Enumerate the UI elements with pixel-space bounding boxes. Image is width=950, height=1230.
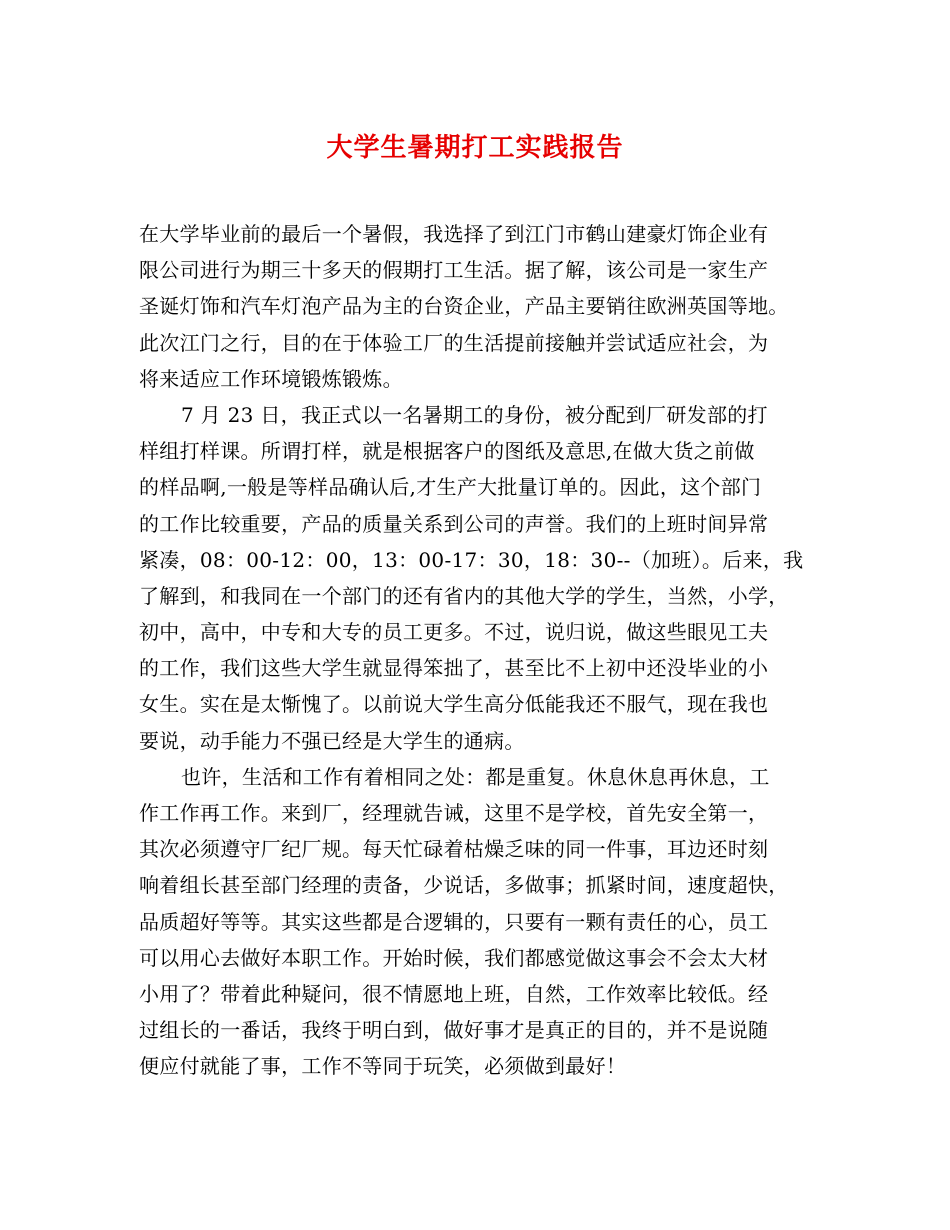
text-line: 可以用心去做好本职工作。开始时候，我们都感觉做这事会不会太大材: [139, 945, 769, 970]
paragraph-2: [139, 397, 829, 759]
text-line: 了解到，和我同在一个部门的还有省内的其他大学的学生，当然，小学，: [139, 583, 789, 608]
document-body: [139, 216, 829, 1085]
document-title: 大学生暑期打工实践报告: [326, 133, 624, 163]
text-line: 样组打样课。所谓打样，就是根据客户的图纸及意思,在做大货之前做: [139, 439, 755, 464]
text-line: 便应付就能了事，工作不等同于玩笑，必须做到最好！: [139, 1054, 627, 1079]
text-line: 要说，动手能力不强已经是大学生的通病。: [139, 728, 525, 753]
text-line: 的工作比较重要，产品的质量关系到公司的声誉。我们的上班时间异常: [139, 511, 769, 536]
text-line: 初中，高中，中专和大专的员工更多。不过，说归说，做这些眼见工夫: [139, 620, 769, 645]
text-line: 的工作，我们这些大学生就显得笨拙了，甚至比不上初中还没毕业的小: [139, 656, 769, 681]
text-line: 小用了？带着此种疑问，很不情愿地上班，自然，工作效率比较低。经: [139, 981, 769, 1006]
text-line: 此次江门之行，目的在于体验工厂的生活提前接触并尝试适应社会，为: [139, 330, 769, 355]
paragraph-1: [139, 216, 829, 397]
text-line: 将来适应工作环境锻炼锻炼。: [139, 366, 403, 391]
text-line: 限公司进行为期三十多天的假期打工生活。据了解，该公司是一家生产: [139, 258, 769, 283]
text-line: 圣诞灯饰和汽车灯泡产品为主的台资企业，产品主要销往欧洲英国等地。: [139, 294, 789, 319]
text-line: 也许，生活和工作有着相同之处：都是重复。休息休息再休息，工: [181, 764, 770, 789]
text-line: 响着组长甚至部门经理的责备，少说话，多做事；抓紧时间，速度超快，: [139, 873, 789, 898]
text-line: 女生。实在是太惭愧了。以前说大学生高分低能我还不服气，现在我也: [139, 692, 769, 717]
text-line: 7 月 23 日，我正式以一名暑期工的身份，被分配到厂研发部的打: [181, 402, 768, 427]
text-line: 紧凑，08：00-12：00，13：00-17：30，18：30--（加班）。后来，我: [139, 547, 804, 572]
paragraph-3: [139, 759, 829, 1085]
text-line: 其次必须遵守厂纪厂规。每天忙碌着枯燥乏味的同一件事，耳边还时刻: [139, 837, 769, 862]
text-line: 在大学毕业前的最后一个暑假，我选择了到江门市鹤山建豪灯饰企业有: [139, 222, 769, 246]
text-line: 过组长的一番话，我终于明白到，做好事才是真正的目的，并不是说随: [139, 1018, 769, 1043]
text-line: 作工作再工作。来到厂，经理就告诫，这里不是学校，首先安全第一，: [139, 801, 769, 825]
text-line: 的样品啊,一般是等样品确认后,才生产大批量订单的。因此，这个部门: [139, 475, 762, 500]
text-line: 品质超好等等。其实这些都是合逻辑的，只要有一颗有责任的心，员工: [139, 909, 769, 934]
